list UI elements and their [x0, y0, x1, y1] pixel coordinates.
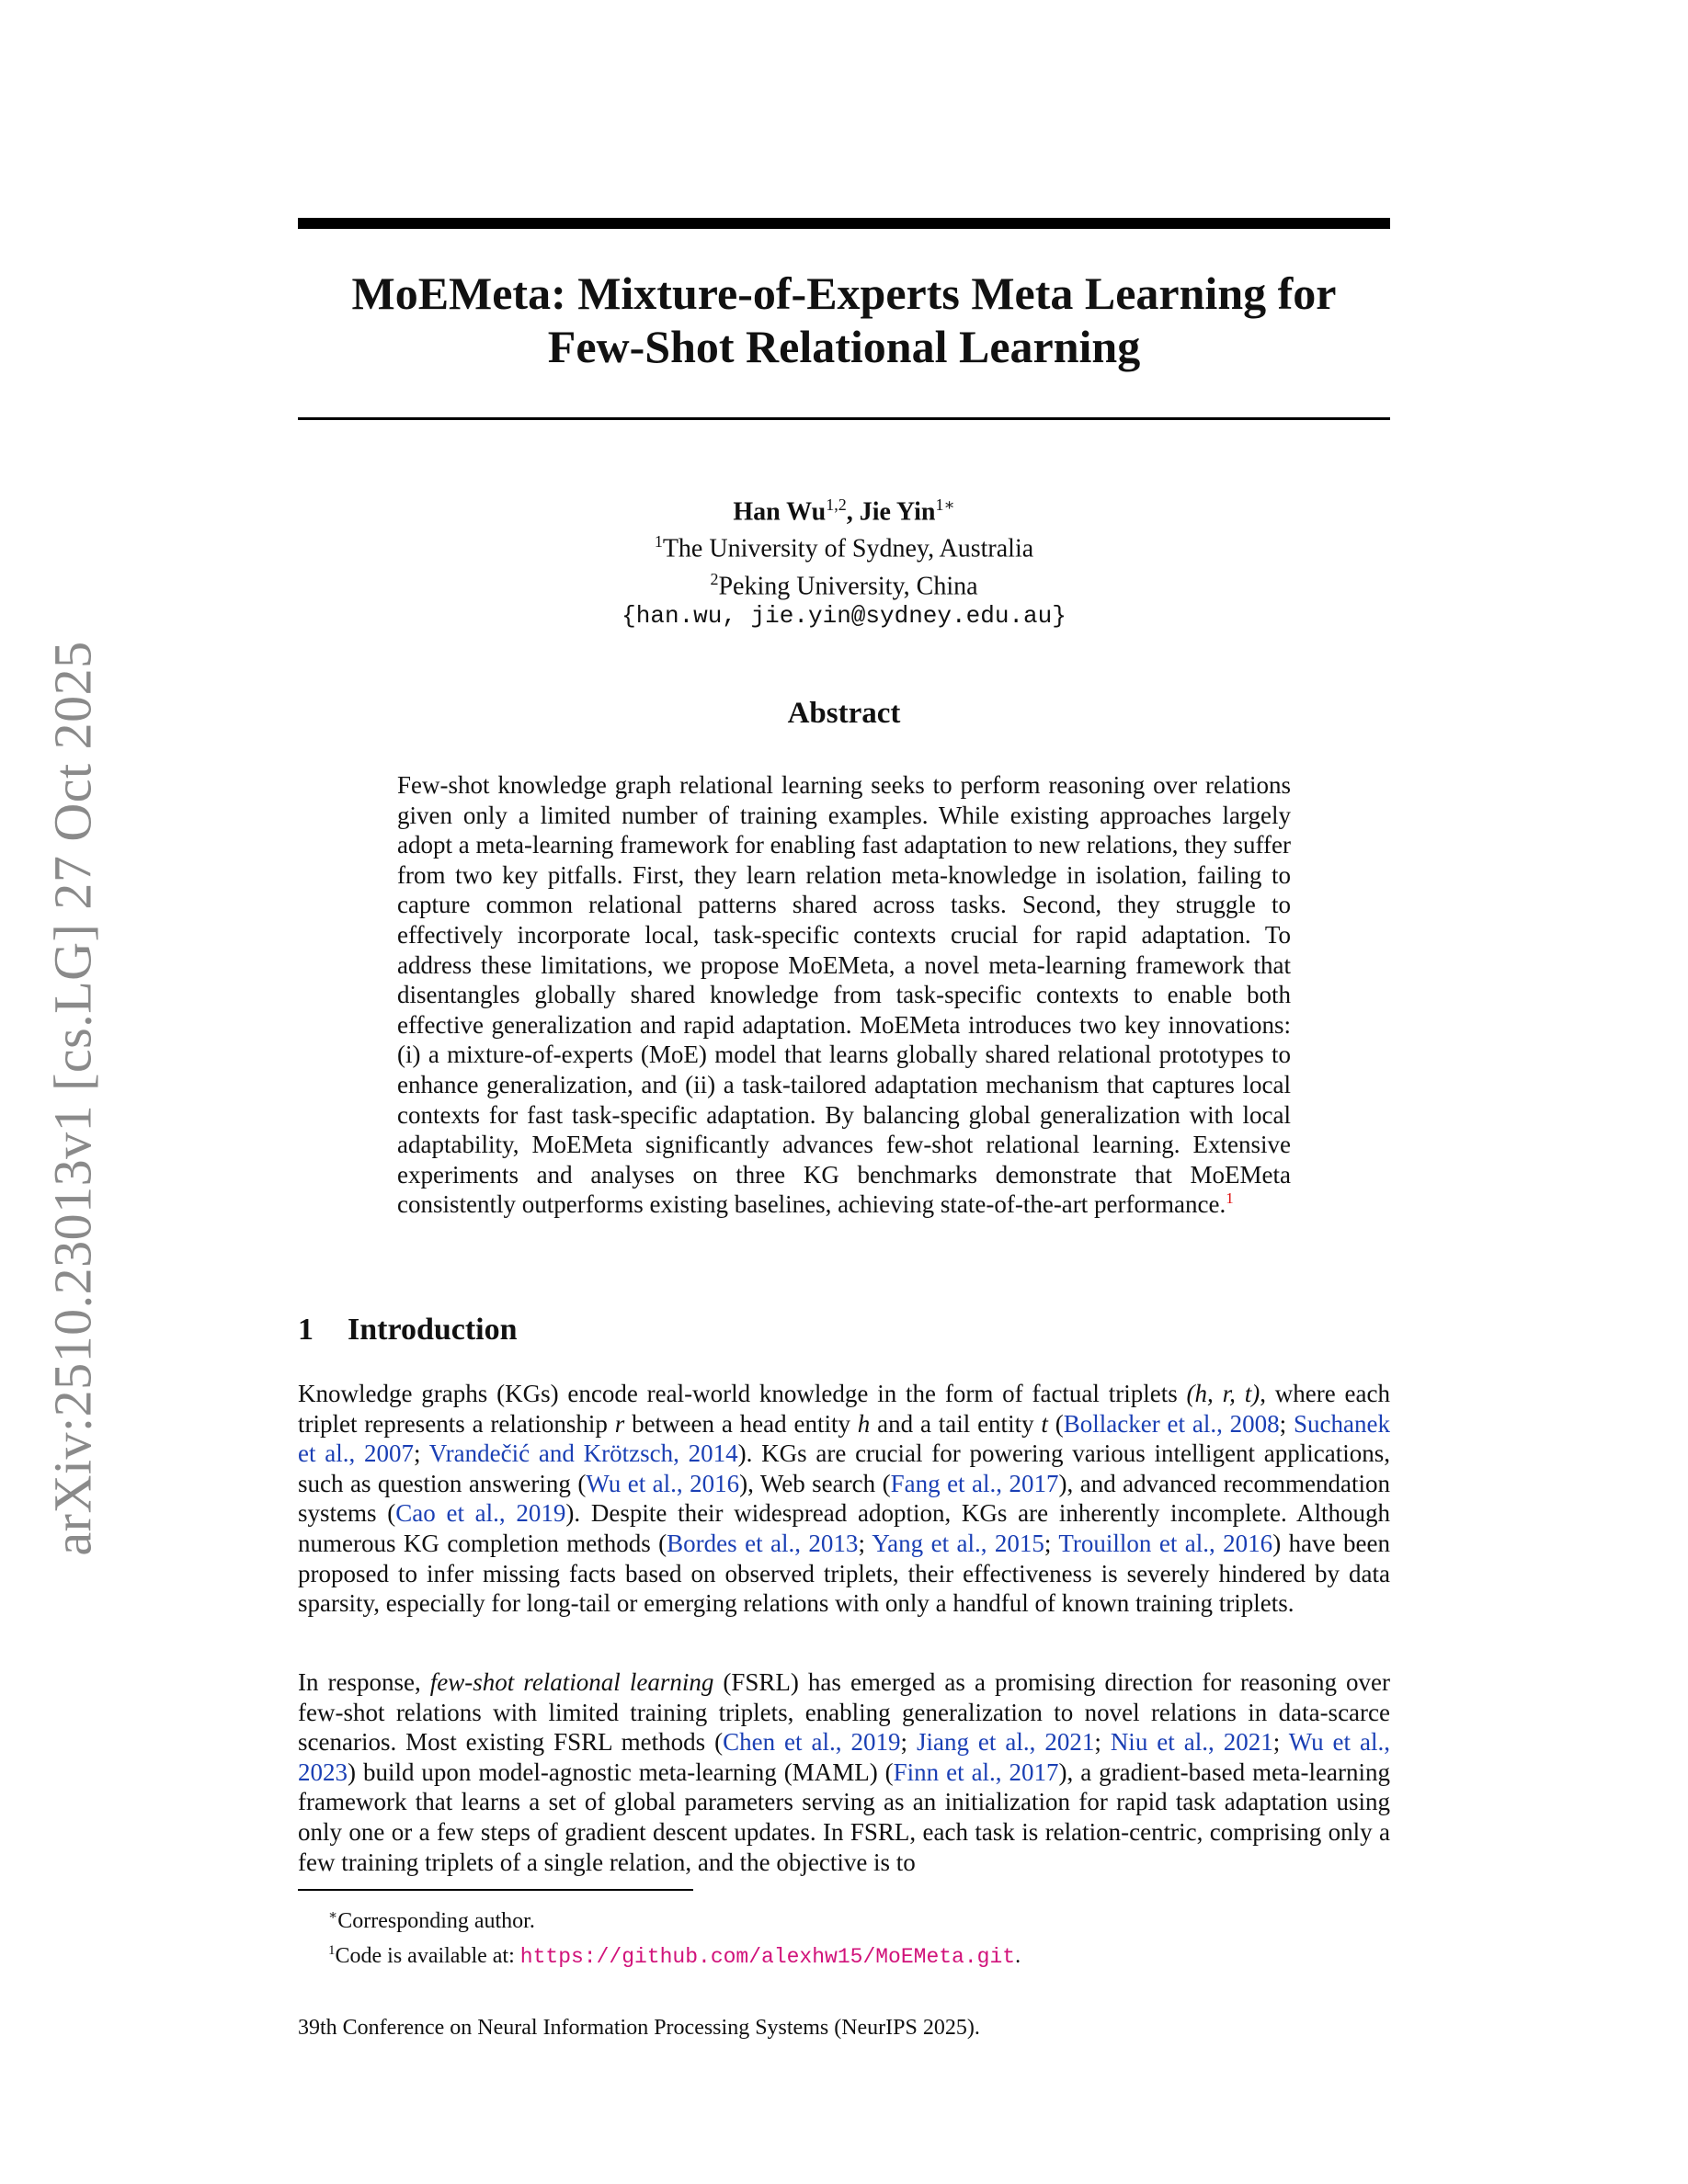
- citation-link[interactable]: Fang et al., 2017: [890, 1469, 1059, 1497]
- author-1-affiliation: 1,2: [826, 495, 847, 514]
- emphasis-term: few-shot relational learning: [429, 1668, 714, 1696]
- author-names: Han Wu$^{1,2}$, Jie Yin$^{1∗}$: [733, 495, 955, 527]
- title-rule-bottom: [298, 417, 1390, 420]
- intro-paragraph-2: In response, few-shot relational learning (FSRL) has emerged as a promising direction for reasoning over few-shot relations with limited training triplets, enabling generalization to novel relations in data-scarce scenarios. Most existing FSRL methods (Chen et al., 2019; Jiang et al., 2021; Niu et al., 2021; Wu et al., 2023) build upon model-agnostic meta-learning (MAML) (Finn et al., 2017), a gradient-based meta-learning framework that learns a set of global parameters serving as an initialization for rapid task adaptation using only one or a few steps of gradient descent updates. In FSRL, each task is relation-centric, comprising only a few training triplets of a single relation, and the objective is to: [298, 1668, 1390, 1876]
- conference-note: 39th Conference on Neural Information Processing Systems (NeurIPS 2025).: [298, 2016, 980, 2040]
- paper-title: [298, 267, 1390, 373]
- footnote-rule: [298, 1889, 693, 1891]
- citation-link[interactable]: Wu et al., 2016: [586, 1469, 740, 1497]
- citation-link[interactable]: Niu et al., 2021: [1110, 1728, 1273, 1757]
- math-triplet: (h, r, t): [1186, 1380, 1260, 1407]
- affiliation-2: $^2$Peking University, China: [710, 569, 978, 600]
- title-rule-top: [298, 218, 1390, 229]
- citation-link[interactable]: Jiang et al., 2021: [916, 1728, 1095, 1757]
- intro-paragraph-1: Knowledge graphs (KGs) encode real-world knowledge in the form of factual triplets (h, r, t), where each triplet represents a relationship r between a head entity h and a tail entity t (Bollacker et al., 2008; Suchanek et al., 2007; Vrandečić and Krötzsch, 2014). KGs are crucial for powering various intelligent applications, such as question answering (Wu et al., 2016), Web search (Fang et al., 2017), and advanced recommendation systems (Cao et al., 2019). Despite their widespread adoption, KGs are inherently incomplete. Although numerous KG completion methods (Bordes et al., 2013; Yang et al., 2015; Trouillon et al., 2016) have been proposed to infer missing facts based on observed triplets, their effectiveness is severely hindered by data sparsity, especially for long-tail or emerging relations with only a handful of known training triplets.: [298, 1380, 1391, 1618]
- abstract-text: Few-shot knowledge graph relational learning seeks to perform reasoning over relations given only a limited number of training examples. While existing approaches largely adopt a meta-learning framework for enabling fast adaptation to new relations, they suffer from two key pitfalls. First, they learn relation meta-knowledge in isolation, failing to capture common relational patterns shared across tasks. Second, they struggle to effectively incorporate local, task-specific contexts crucial for rapid adaptation. To address these limitations, we propose MoEMeta, a novel meta-learning framework that disentangles globally shared knowledge from task-specific contexts to enable both effective generalization and rapid adaptation. MoEMeta introduces two key innovations: (i) a mixture-of-experts (MoE) model that learns globally shared relational prototypes to enhance generalization, and (ii) a task-tailored adaptation mechanism that captures local contexts for fast task-specific adaptation. By balancing global generalization with local adaptability, MoEMeta significantly advances few-shot relational learning. Extensive experiments and analyses on three KG benchmarks demonstrate that MoEMeta consistently outperforms existing baselines, achieving state-of-the-art performance.$^1$: [397, 771, 1291, 1219]
- footnote-1-link[interactable]: 1: [1226, 1189, 1234, 1208]
- author-2: Jie Yin: [859, 497, 936, 527]
- section-heading-introduction: [298, 1313, 518, 1348]
- citation-link[interactable]: Finn et al., 2017: [893, 1757, 1059, 1786]
- section-title: Introduction: [348, 1313, 518, 1347]
- author-block: [298, 490, 1390, 631]
- section-number: 1: [298, 1313, 314, 1347]
- citation-link[interactable]: Cao et al., 2019: [395, 1499, 566, 1528]
- citation-link[interactable]: Wu et al., 2023: [298, 1728, 1390, 1786]
- author-1: Han Wu: [733, 497, 827, 527]
- author-email: {han.wu, jie.yin@sydney.edu.au}: [622, 601, 1066, 630]
- citation-link[interactable]: Suchanek et al., 2007: [298, 1409, 1390, 1468]
- affiliation-1: $^1$The University of Sydney, Australia: [654, 532, 1034, 563]
- arxiv-id: arXiv:2510.23013v1 [cs.LG] 27 Oct 2025: [42, 641, 103, 1556]
- title-line-2: Few-Shot Relational Learning: [547, 321, 1141, 372]
- citation-link[interactable]: Bordes et al., 2013: [667, 1529, 859, 1557]
- footnotes: [328, 1901, 1021, 1972]
- footnote-corresponding: ∗Corresponding author.: [328, 1908, 535, 1933]
- citation-link[interactable]: Vrandečić and Krötzsch, 2014: [428, 1439, 738, 1468]
- abstract-heading: Abstract: [787, 697, 901, 730]
- author-2-affiliation: 1∗: [935, 495, 955, 514]
- citation-link[interactable]: Yang et al., 2015: [872, 1529, 1044, 1557]
- footnote-code: $^1$Code is available at: https://github.com/alexhw15/MoEMeta.git.: [328, 1943, 1021, 1969]
- code-url-link[interactable]: https://github.com/alexhw15/MoEMeta.git: [519, 1945, 1016, 1969]
- citation-link[interactable]: Trouillon et al., 2016: [1058, 1529, 1273, 1557]
- citation-link[interactable]: Bollacker et al., 2008: [1063, 1409, 1280, 1438]
- citation-link[interactable]: Chen et al., 2019: [723, 1728, 901, 1757]
- title-line-1: MoEMeta: Mixture-of-Experts Meta Learning for: [351, 267, 1337, 319]
- arxiv-sidebar-stamp: [44, 616, 101, 1581]
